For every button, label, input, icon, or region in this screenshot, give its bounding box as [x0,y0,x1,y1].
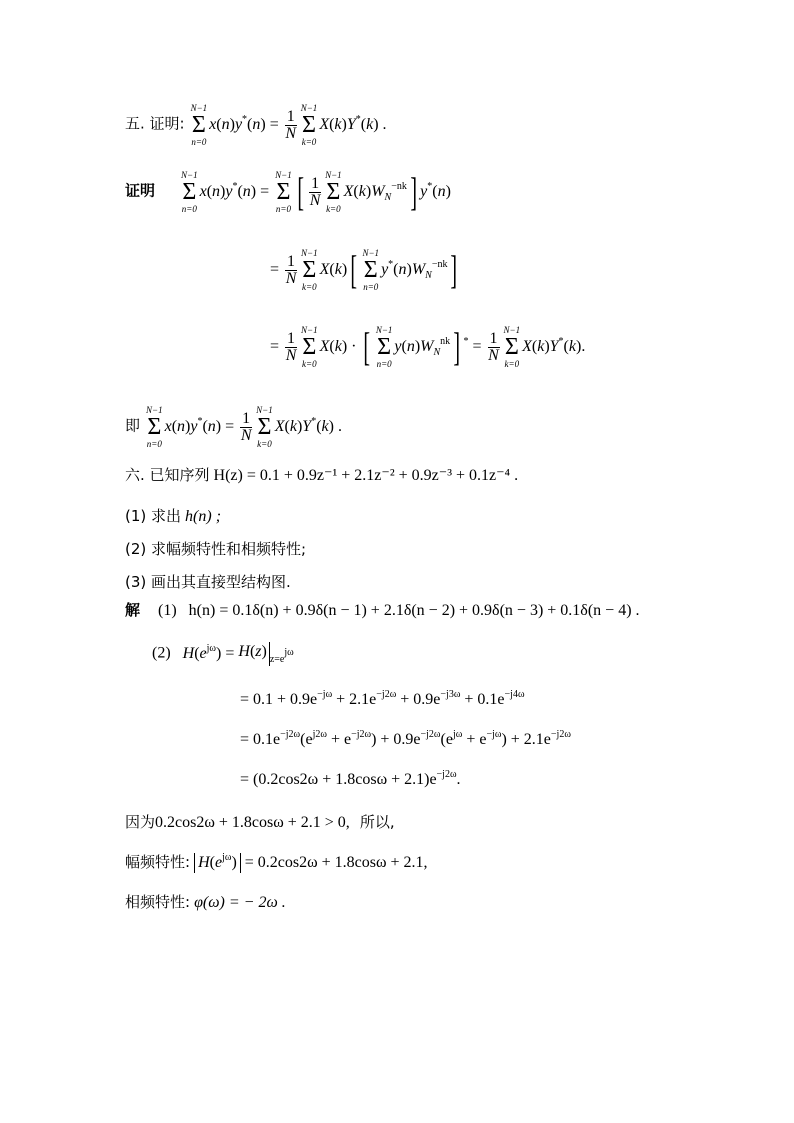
problem5-statement [125,103,387,147]
because-expr: 0.2cos2ω + 1.8cosω + 2.1 > 0, [155,814,350,831]
proof-label: 证明 [125,181,156,200]
question-1-expr: h(n) ; [185,508,222,525]
solution-1-prefix: (1) [158,602,177,619]
phase-expr: φ(ω) = − 2ω . [194,894,286,911]
because-line [125,812,395,833]
solution-1-expr: h(n) = 0.1δ(n) + 0.9δ(n − 1) + 2.1δ(n − 2) + 0.9δ(n − 3) + 0.1δ(n − 4) . [188,602,640,619]
solution-1 [125,600,640,621]
solution-label: 解 [125,601,141,619]
phase-line [125,892,286,913]
proof-line-1: 证明 N−1 Σ n=0 x(n)y*(n) = N−1 Σ n=0 [ $\frac{1}{N}$ N−1 Σ k=0 $X(k)W_N^{-nk}$] y*(n) [125,169,451,214]
phase-label: 相频特性: [125,893,191,911]
proof-conclusion: 即 N−1 Σ n=0 x(n)y*(n) = $\frac{1}{N}$ N−1 Σ k=0 X(k)Y*(k) . [125,405,342,449]
problem5-label: 五. 证明: [125,114,185,133]
because-text: 因为 [125,813,156,831]
solution-2-line-3: = $(0.2\cos 2\omega + 1.8\cos\omega + 2.1)e^{-j2\omega}$. [240,769,461,788]
problem6-intro: 六. 已知序列 [125,466,210,484]
question-2-text: (2) 求幅频特性和相频特性; [125,540,307,558]
question-3 [125,572,291,593]
magnitude-line: 幅频特性: $H(e^{j\omega}) = 0.2\cos 2\omega + 1.8\cos\omega + 2.1$, [125,852,428,871]
problem6-hz: H(z) = 0.1 + 0.9z⁻¹ + 2.1z⁻² + 0.9z⁻³ + 0.1z⁻⁴ . [213,467,519,484]
magnitude-expr: = 0.2cos2ω + 1.8cosω + 2.1, [244,854,428,871]
conclusion-label: 即 [125,416,141,435]
proof-line-3: = $\frac{1}{N}$ N−1 Σ k=0 X(k) · [ N−1 Σ n=0 $y(n)W_N^{nk}$] * = $\frac{1}{N}$ N−1 Σ k=0 X(k)Y*(k). [270,324,586,369]
question-2 [125,539,306,560]
question-1-text: (1) 求出 [125,507,182,525]
solution-2-prefix: (2) [152,644,171,662]
solution-2-heading: (2) $H(e^{j\omega}) = H(z)$ $_{z=e^{j\omega}}$ [152,642,294,665]
solution-2-line-1: = $0.1 + 0.9e^{-j\omega} + 2.1e^{-j2\omega} + 0.9e^{-j3\omega} + 0.1e^{-j4\omega}$ [240,689,525,708]
magnitude-label: 幅频特性: [125,853,191,871]
so-text: 所以, [359,813,395,831]
problem6-statement [125,465,518,486]
question-1 [125,506,221,527]
problem5-equation: N−1 Σ n=0 x(n)y*(n) = $\frac{1}{N}$ N−1 Σ k=0 X(k)Y*(k) . [190,103,387,147]
question-3-text: (3) 画出其直接型结构图. [125,573,291,591]
solution-2-line-2: = $0.1e^{-j2\omega}(e^{j2\omega} + e^{-j2\omega}) + 0.9e^{-j2\omega}(e^{j\omega} + e^{-j\omega}) + 2.1e^{-j2\omega}$ [240,729,571,748]
proof-line-2: = $\frac{1}{N}$ N−1 Σ k=0 X(k)[ N−1 Σ n=0 $y^*(n)W_N^{-nk}$] [270,247,458,292]
